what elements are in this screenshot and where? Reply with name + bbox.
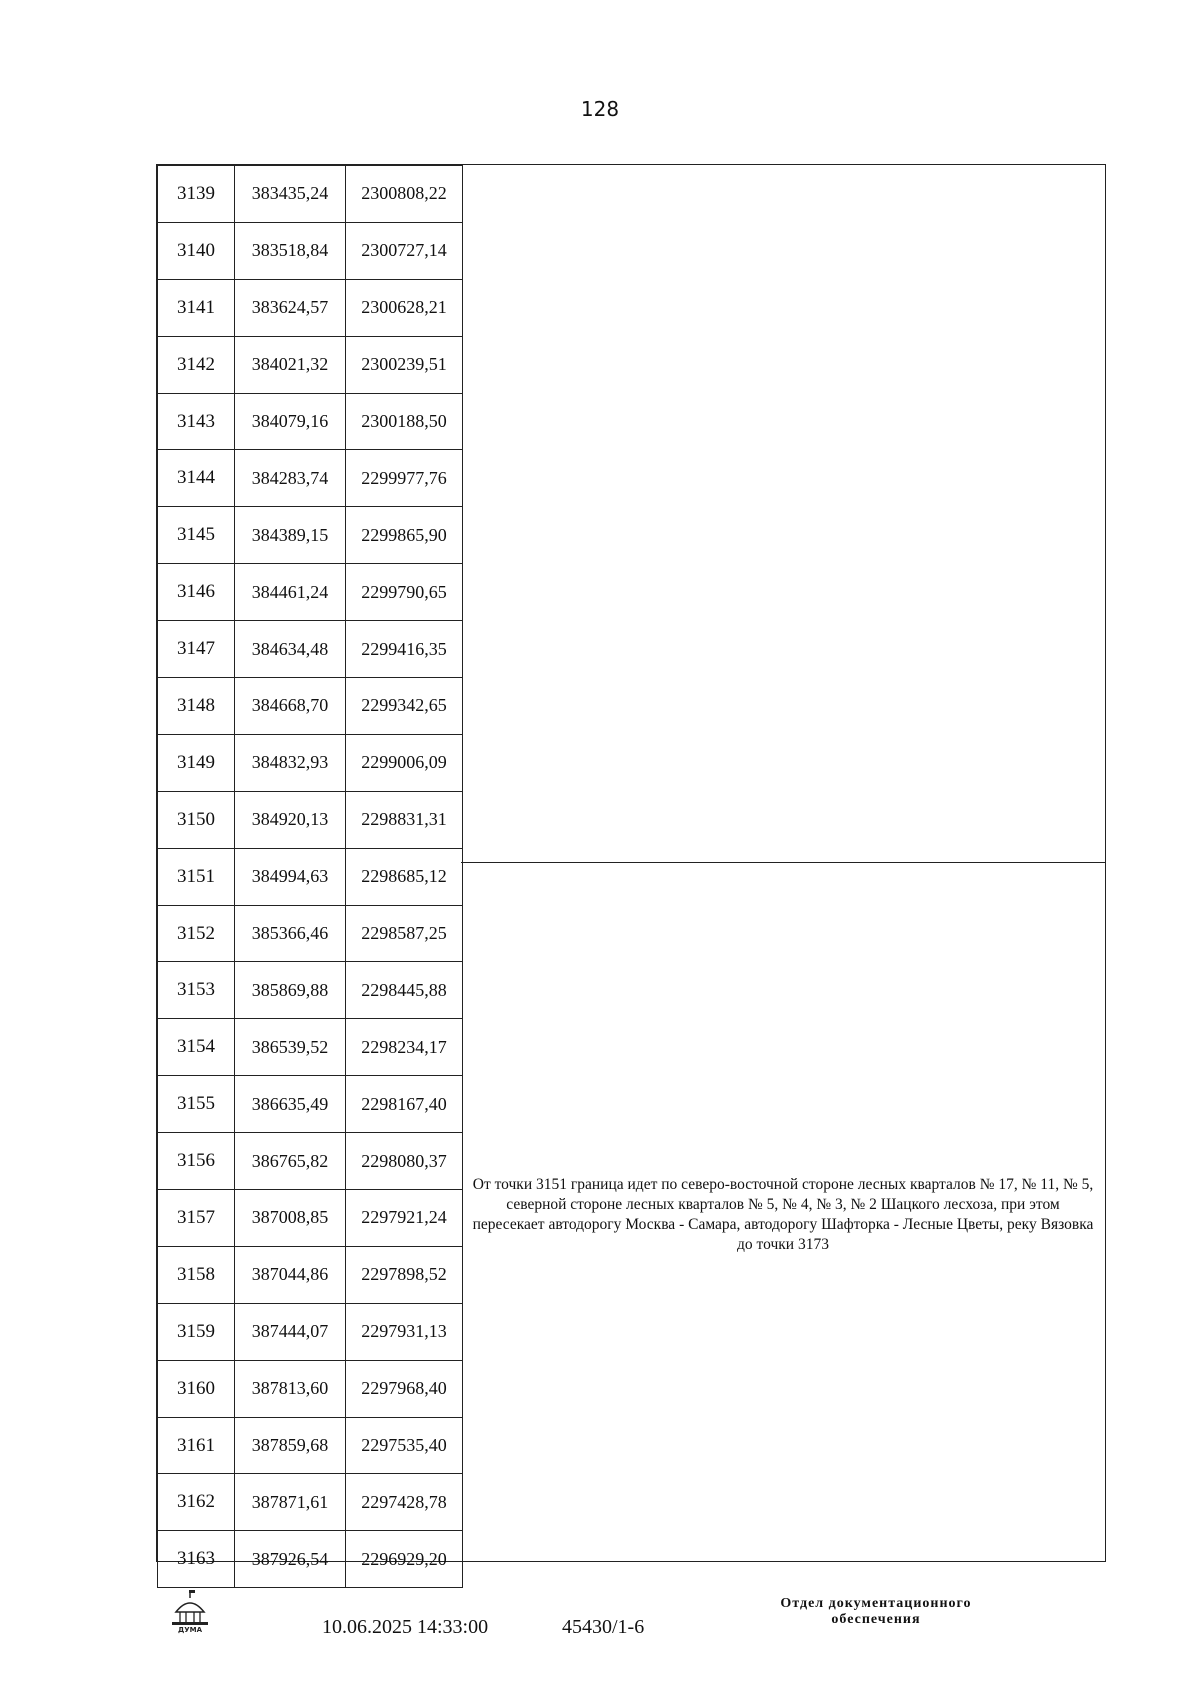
y-coordinate-cell: 2299416,35 <box>346 621 463 678</box>
y-coordinate-cell: 2300727,14 <box>346 222 463 279</box>
y-coordinate-cell: 2297921,24 <box>346 1190 463 1247</box>
y-coordinate-cell: 2298831,31 <box>346 791 463 848</box>
point-number-cell: 3153 <box>158 962 235 1019</box>
department-line-1: Отдел документационного <box>780 1596 972 1611</box>
point-number-cell: 3141 <box>158 279 235 336</box>
coordinate-row <box>158 1417 463 1474</box>
coordinate-row <box>158 905 463 962</box>
x-coordinate-cell: 387859,68 <box>235 1417 346 1474</box>
coordinate-row <box>158 1531 463 1588</box>
y-coordinate-cell: 2299342,65 <box>346 678 463 735</box>
point-number-cell: 3160 <box>158 1360 235 1417</box>
point-number-cell: 3152 <box>158 905 235 962</box>
x-coordinate-cell: 384920,13 <box>235 791 346 848</box>
x-coordinate-cell: 384283,74 <box>235 450 346 507</box>
y-coordinate-cell: 2299865,90 <box>346 507 463 564</box>
point-number-cell: 3154 <box>158 1019 235 1076</box>
description-column <box>461 165 1105 1561</box>
coordinate-row <box>158 222 463 279</box>
y-coordinate-cell: 2298685,12 <box>346 848 463 905</box>
coordinate-row <box>158 678 463 735</box>
coordinates-table <box>157 165 463 1588</box>
point-number-cell: 3146 <box>158 564 235 621</box>
coordinate-row <box>158 621 463 678</box>
x-coordinate-cell: 384634,48 <box>235 621 346 678</box>
point-number-cell: 3143 <box>158 393 235 450</box>
duma-logo-icon <box>168 1588 212 1634</box>
point-number-cell: 3149 <box>158 734 235 791</box>
x-coordinate-cell: 383624,57 <box>235 279 346 336</box>
page-number: 128 <box>580 97 620 121</box>
point-number-cell: 3147 <box>158 621 235 678</box>
x-coordinate-cell: 387044,86 <box>235 1246 346 1303</box>
coordinate-row <box>158 1190 463 1247</box>
coordinate-row <box>158 450 463 507</box>
x-coordinate-cell: 385869,88 <box>235 962 346 1019</box>
y-coordinate-cell: 2296929,20 <box>346 1531 463 1588</box>
y-coordinate-cell: 2300188,50 <box>346 393 463 450</box>
x-coordinate-cell: 386539,52 <box>235 1019 346 1076</box>
x-coordinate-cell: 386765,82 <box>235 1133 346 1190</box>
x-coordinate-cell: 384832,93 <box>235 734 346 791</box>
y-coordinate-cell: 2298445,88 <box>346 962 463 1019</box>
x-coordinate-cell: 384389,15 <box>235 507 346 564</box>
x-coordinate-cell: 384021,32 <box>235 336 346 393</box>
coordinate-row <box>158 564 463 621</box>
y-coordinate-cell: 2297535,40 <box>346 1417 463 1474</box>
y-coordinate-cell: 2299006,09 <box>346 734 463 791</box>
footer-department <box>736 1596 1016 1628</box>
department-line-2: обеспечения <box>831 1612 921 1627</box>
point-number-cell: 3155 <box>158 1076 235 1133</box>
description-divider <box>461 862 1105 863</box>
coordinate-row <box>158 1474 463 1531</box>
y-coordinate-cell: 2297931,13 <box>346 1303 463 1360</box>
point-number-cell: 3150 <box>158 791 235 848</box>
coordinate-row <box>158 336 463 393</box>
coordinate-row <box>158 279 463 336</box>
point-number-cell: 3148 <box>158 678 235 735</box>
point-number-cell: 3157 <box>158 1190 235 1247</box>
point-number-cell: 3159 <box>158 1303 235 1360</box>
x-coordinate-cell: 384994,63 <box>235 848 346 905</box>
coordinate-row <box>158 393 463 450</box>
coordinate-row <box>158 848 463 905</box>
y-coordinate-cell: 2299790,65 <box>346 564 463 621</box>
y-coordinate-cell: 2299977,76 <box>346 450 463 507</box>
coordinate-row <box>158 1076 463 1133</box>
point-number-cell: 3156 <box>158 1133 235 1190</box>
y-coordinate-cell: 2298587,25 <box>346 905 463 962</box>
coordinate-row <box>158 507 463 564</box>
coordinate-row <box>158 166 463 223</box>
coordinate-row <box>158 1133 463 1190</box>
coordinates-table-body <box>158 166 463 1588</box>
y-coordinate-cell: 2298167,40 <box>346 1076 463 1133</box>
y-coordinate-cell: 2300628,21 <box>346 279 463 336</box>
point-number-cell: 3145 <box>158 507 235 564</box>
y-coordinate-cell: 2297968,40 <box>346 1360 463 1417</box>
y-coordinate-cell: 2298234,17 <box>346 1019 463 1076</box>
x-coordinate-cell: 384079,16 <box>235 393 346 450</box>
point-number-cell: 3162 <box>158 1474 235 1531</box>
point-number-cell: 3163 <box>158 1531 235 1588</box>
point-number-cell: 3144 <box>158 450 235 507</box>
coordinate-row <box>158 962 463 1019</box>
footer-document-number: 45430/1-6 <box>562 1616 645 1638</box>
x-coordinate-cell: 384461,24 <box>235 564 346 621</box>
y-coordinate-cell: 2297428,78 <box>346 1474 463 1531</box>
coordinate-row <box>158 734 463 791</box>
point-number-cell: 3140 <box>158 222 235 279</box>
coordinate-row <box>158 1303 463 1360</box>
coordinate-row <box>158 1019 463 1076</box>
point-number-cell: 3142 <box>158 336 235 393</box>
y-coordinate-cell: 2297898,52 <box>346 1246 463 1303</box>
x-coordinate-cell: 383518,84 <box>235 222 346 279</box>
point-number-cell: 3161 <box>158 1417 235 1474</box>
x-coordinate-cell: 387813,60 <box>235 1360 346 1417</box>
coordinate-row <box>158 1246 463 1303</box>
x-coordinate-cell: 387871,61 <box>235 1474 346 1531</box>
x-coordinate-cell: 387008,85 <box>235 1190 346 1247</box>
point-number-cell: 3139 <box>158 166 235 223</box>
x-coordinate-cell: 385366,46 <box>235 905 346 962</box>
x-coordinate-cell: 387444,07 <box>235 1303 346 1360</box>
point-number-cell: 3151 <box>158 848 235 905</box>
coordinate-row <box>158 791 463 848</box>
x-coordinate-cell: 387926,54 <box>235 1531 346 1588</box>
logo-caption: ДУМА <box>177 1626 203 1634</box>
boundary-table <box>156 164 1106 1570</box>
y-coordinate-cell: 2298080,37 <box>346 1133 463 1190</box>
x-coordinate-cell: 386635,49 <box>235 1076 346 1133</box>
y-coordinate-cell: 2300239,51 <box>346 336 463 393</box>
y-coordinate-cell: 2300808,22 <box>346 166 463 223</box>
boundary-description: От точки 3151 граница идет по северо-восточной стороне лесных кварталов № 17, № 11, № 5, северной стороне лесных кварталов № 5, № 4, № 3, № 2 Шацкого лесхоза, при этом пересекает автодорогу Москва - Самара, автодорогу Шафторка - Лесные Цветы, реку Вязовка до точки 3173 <box>472 1176 1094 1253</box>
footer-datetime: 10.06.2025 14:33:00 <box>322 1616 489 1638</box>
x-coordinate-cell: 384668,70 <box>235 678 346 735</box>
coordinate-row <box>158 1360 463 1417</box>
point-number-cell: 3158 <box>158 1246 235 1303</box>
x-coordinate-cell: 383435,24 <box>235 166 346 223</box>
